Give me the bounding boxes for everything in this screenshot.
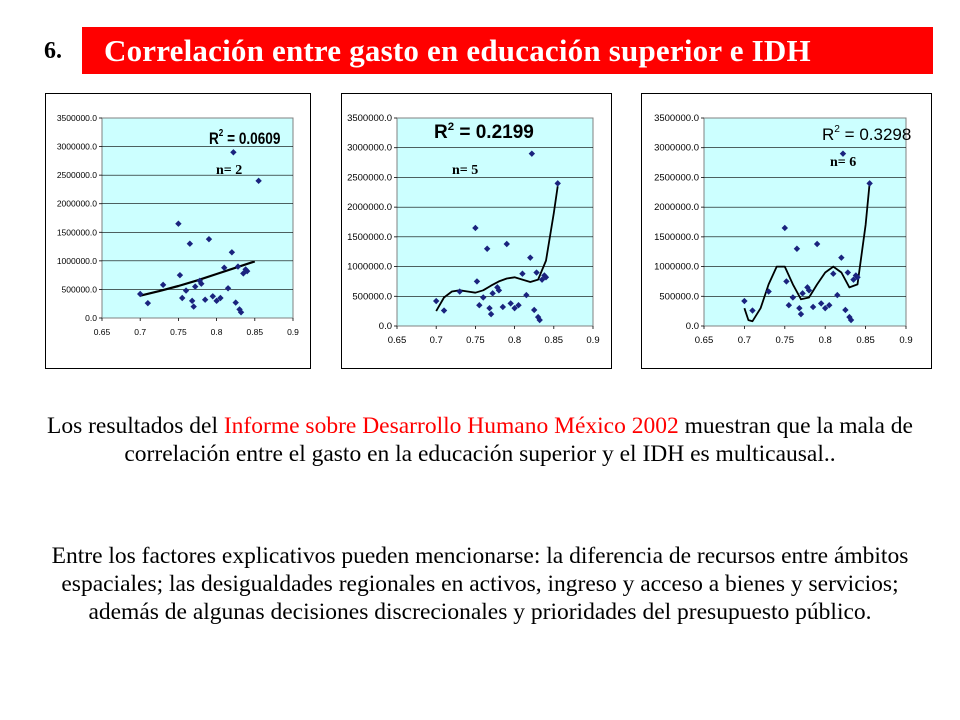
y-tick-label: 500000.0 [659,291,699,303]
x-tick-label: 0.7 [134,327,147,337]
x-tick-label: 0.9 [899,335,913,346]
y-tick-label: 3500000.0 [347,113,392,124]
plot-area [704,118,906,326]
x-tick-label: 0.8 [507,335,522,346]
y-tick-label: 3000000.0 [56,141,97,152]
chart-svg [642,94,931,368]
y-tick-label: 2000000.0 [654,202,699,214]
x-tick-label: 0.8 [818,335,832,346]
y-tick-label: 1000000.0 [347,261,392,273]
y-tick-label: 2500000.0 [347,172,392,184]
x-tick-label: 0.7 [737,335,752,346]
r-squared-label: $R^2 = 0.3298$ [822,124,912,144]
scatter-chart-order-6 [641,93,932,369]
y-tick-label: 0.0 [378,321,392,332]
y-tick-label: 0.0 [685,321,699,332]
y-tick-label: 2000000.0 [56,198,97,209]
r-squared-label: $R^2 = 0.2199$ [434,121,534,143]
y-tick-label: 2500000.0 [56,170,97,181]
y-tick-label: 1000000.0 [56,255,97,266]
para1-text-start: Los resultados del [46,413,224,439]
plot-area [397,118,593,326]
x-tick-label: 0.65 [694,335,714,346]
paragraph-factors: Entre los factores explicativos pueden mencionarse: la diferencia de recursos entre ámbitos espaciales; las desigualdades regionales en activos, ingreso y acceso a bienes y servicios; además de algunas decisiones discrecionales y prioridades del presupuesto público. [51,543,909,625]
y-tick-label: 2000000.0 [347,202,392,214]
slide-number: 6. [44,38,62,64]
r-squared-label: $R^2 = 0.0609$ [208,127,281,149]
chart-svg [342,94,611,368]
para1-text-end: muestran que la mala de correlación entre el gasto en la educación superior y el IDH es multicausal.. [124,413,913,467]
y-tick-label: 3500000.0 [654,113,699,124]
x-tick-label: 0.85 [544,335,564,346]
x-tick-label: 0.75 [775,335,795,346]
x-tick-label: 0.9 [287,327,299,337]
y-tick-label: 1500000.0 [347,231,392,243]
x-tick-label: 0.75 [170,327,187,337]
chart-svg [46,94,310,368]
x-tick-label: 0.8 [210,327,223,337]
x-tick-label: 0.65 [387,335,407,346]
y-tick-label: 3000000.0 [347,142,392,154]
slide-title: Correlación entre gasto en educación superior e IDH [82,27,933,74]
x-tick-label: 0.9 [586,335,600,346]
x-tick-label: 0.65 [93,327,111,337]
y-tick-label: 2500000.0 [654,172,699,184]
y-tick-label: 3500000.0 [56,113,97,123]
x-tick-label: 0.7 [429,335,443,346]
y-tick-label: 500000.0 [61,284,97,295]
polynomial-order-label: n= 2 [216,163,243,178]
x-tick-label: 0.75 [466,335,485,346]
y-tick-label: 1500000.0 [654,231,699,243]
y-tick-label: 500000.0 [352,291,392,303]
scatter-chart-quadratic [45,93,311,369]
x-tick-label: 0.85 [246,327,264,337]
y-tick-label: 0.0 [85,313,97,323]
y-tick-label: 3000000.0 [654,142,699,154]
polynomial-order-label: n= 6 [830,155,857,170]
y-tick-label: 1000000.0 [654,261,699,273]
report-title-highlight: Informe sobre Desarrollo Humano México 2002 [223,413,679,439]
polynomial-order-label: n= 5 [452,163,479,178]
scatter-chart-order-5 [341,93,612,369]
x-tick-label: 0.85 [856,335,875,346]
paragraph-results [40,412,920,468]
y-tick-label: 1500000.0 [56,227,97,238]
